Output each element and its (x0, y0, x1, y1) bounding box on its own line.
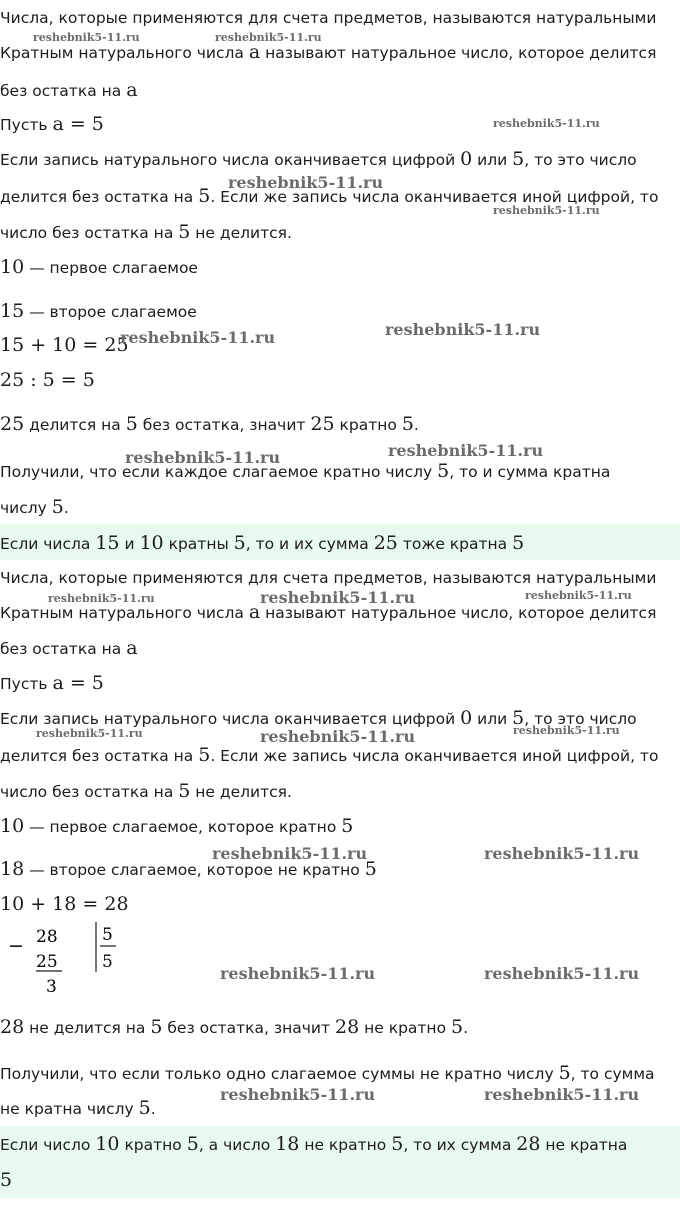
long-division (0, 918, 130, 998)
let-a: Пусть a = 5 (0, 113, 104, 135)
watermark: reshebnik5-11.ru (484, 844, 640, 863)
conclusion-2: 28 не делится на 5 без остатка, значит 28 не кратно 5. (0, 1016, 469, 1038)
rule-line-3: число без остатка на 5 не делится. (0, 221, 292, 243)
rule-line-2: делится без остатка на 5. Если же запись числа оканчивается иной цифрой, то (0, 185, 659, 207)
rule-line-3-2: число без остатка на 5 не делится. (0, 780, 292, 802)
division-subtrahend: 25 (36, 952, 58, 972)
sum-equation: 15 + 10 = 25 (0, 334, 129, 356)
rule-line-2-2: делится без остатка на 5. Если же запись числа оканчивается иной цифрой, то (0, 744, 659, 766)
watermark: reshebnik5-11.ru (525, 589, 632, 602)
watermark: reshebnik5-11.ru (484, 964, 640, 983)
watermark: reshebnik5-11.ru (220, 1085, 376, 1104)
division-divisor: 5 (102, 925, 113, 945)
definition-multiple-2: Кратным натурального числа a называют натуральное число, которое делится (0, 601, 657, 623)
watermark: reshebnik5-11.ru (33, 31, 140, 44)
division-equation: 25 : 5 = 5 (0, 369, 95, 391)
result-line-1: Получили, что если каждое слагаемое кратно числу 5, то и сумма кратна (0, 460, 611, 482)
watermark: reshebnik5-11.ru (215, 31, 322, 44)
definition-multiple-cont-2: без остатка на a (0, 637, 138, 659)
definition-multiple-cont: без остатка на a (0, 79, 138, 101)
division-quotient: 5 (102, 952, 113, 972)
sum-equation-2: 10 + 18 = 28 (0, 893, 129, 915)
watermark: reshebnik5-11.ru (220, 964, 376, 983)
watermark: reshebnik5-11.ru (385, 320, 541, 339)
rule-line-1: Если запись натурального числа оканчивается цифрой 0 или 5, то это число (0, 148, 637, 170)
watermark: reshebnik5-11.ru (484, 1085, 640, 1104)
watermark: reshebnik5-11.ru (48, 592, 155, 605)
division-dividend: 28 (36, 927, 58, 947)
let-a-2: Пусть a = 5 (0, 672, 104, 694)
second-addend: 15 — второе слагаемое (0, 300, 197, 322)
result-line-1-2: Получили, что если только одно слагаемое суммы не кратно числу 5, то сумма (0, 1062, 655, 1084)
definition-natural: Числа, которые применяются для счета предметов, называются натуральными (0, 9, 657, 27)
first-addend: 10 — первое слагаемое (0, 256, 198, 278)
watermark: reshebnik5-11.ru (212, 844, 368, 863)
answer-2-cont: 5 (0, 1169, 13, 1191)
conclusion: 25 делится на 5 без остатка, значит 25 кратно 5. (0, 413, 419, 435)
answer-1: Если числа 15 и 10 кратны 5, то и их сумма 25 тоже кратна 5 (0, 532, 525, 554)
watermark: reshebnik5-11.ru (125, 448, 281, 467)
second-addend-2: 18 — второе слагаемое, которое не кратно 5 (0, 858, 377, 880)
watermark: reshebnik5-11.ru (120, 328, 276, 347)
watermark: reshebnik5-11.ru (513, 724, 620, 737)
division-minus: − (8, 935, 24, 957)
result-line-2-2: не кратна числу 5. (0, 1097, 156, 1119)
watermark: reshebnik5-11.ru (388, 441, 544, 460)
definition-multiple: Кратным натурального числа a называют натуральное число, которое делится (0, 41, 657, 63)
watermark: reshebnik5-11.ru (493, 204, 600, 217)
definition-natural-2: Числа, которые применяются для счета предметов, называются натуральными (0, 569, 657, 587)
rule-line-1-2: Если запись натурального числа оканчивается цифрой 0 или 5, то это число (0, 707, 637, 729)
watermark: reshebnik5-11.ru (228, 173, 384, 192)
result-line-2: числу 5. (0, 496, 69, 518)
division-remainder: 3 (46, 977, 57, 997)
watermark: reshebnik5-11.ru (260, 727, 416, 746)
watermark: reshebnik5-11.ru (260, 588, 416, 607)
first-addend-2: 10 — первое слагаемое, которое кратно 5 (0, 815, 354, 837)
watermark: reshebnik5-11.ru (493, 117, 600, 130)
watermark: reshebnik5-11.ru (36, 727, 143, 740)
answer-2: Если число 10 кратно 5, а число 18 не кратно 5, то их сумма 28 не кратна (0, 1133, 628, 1155)
